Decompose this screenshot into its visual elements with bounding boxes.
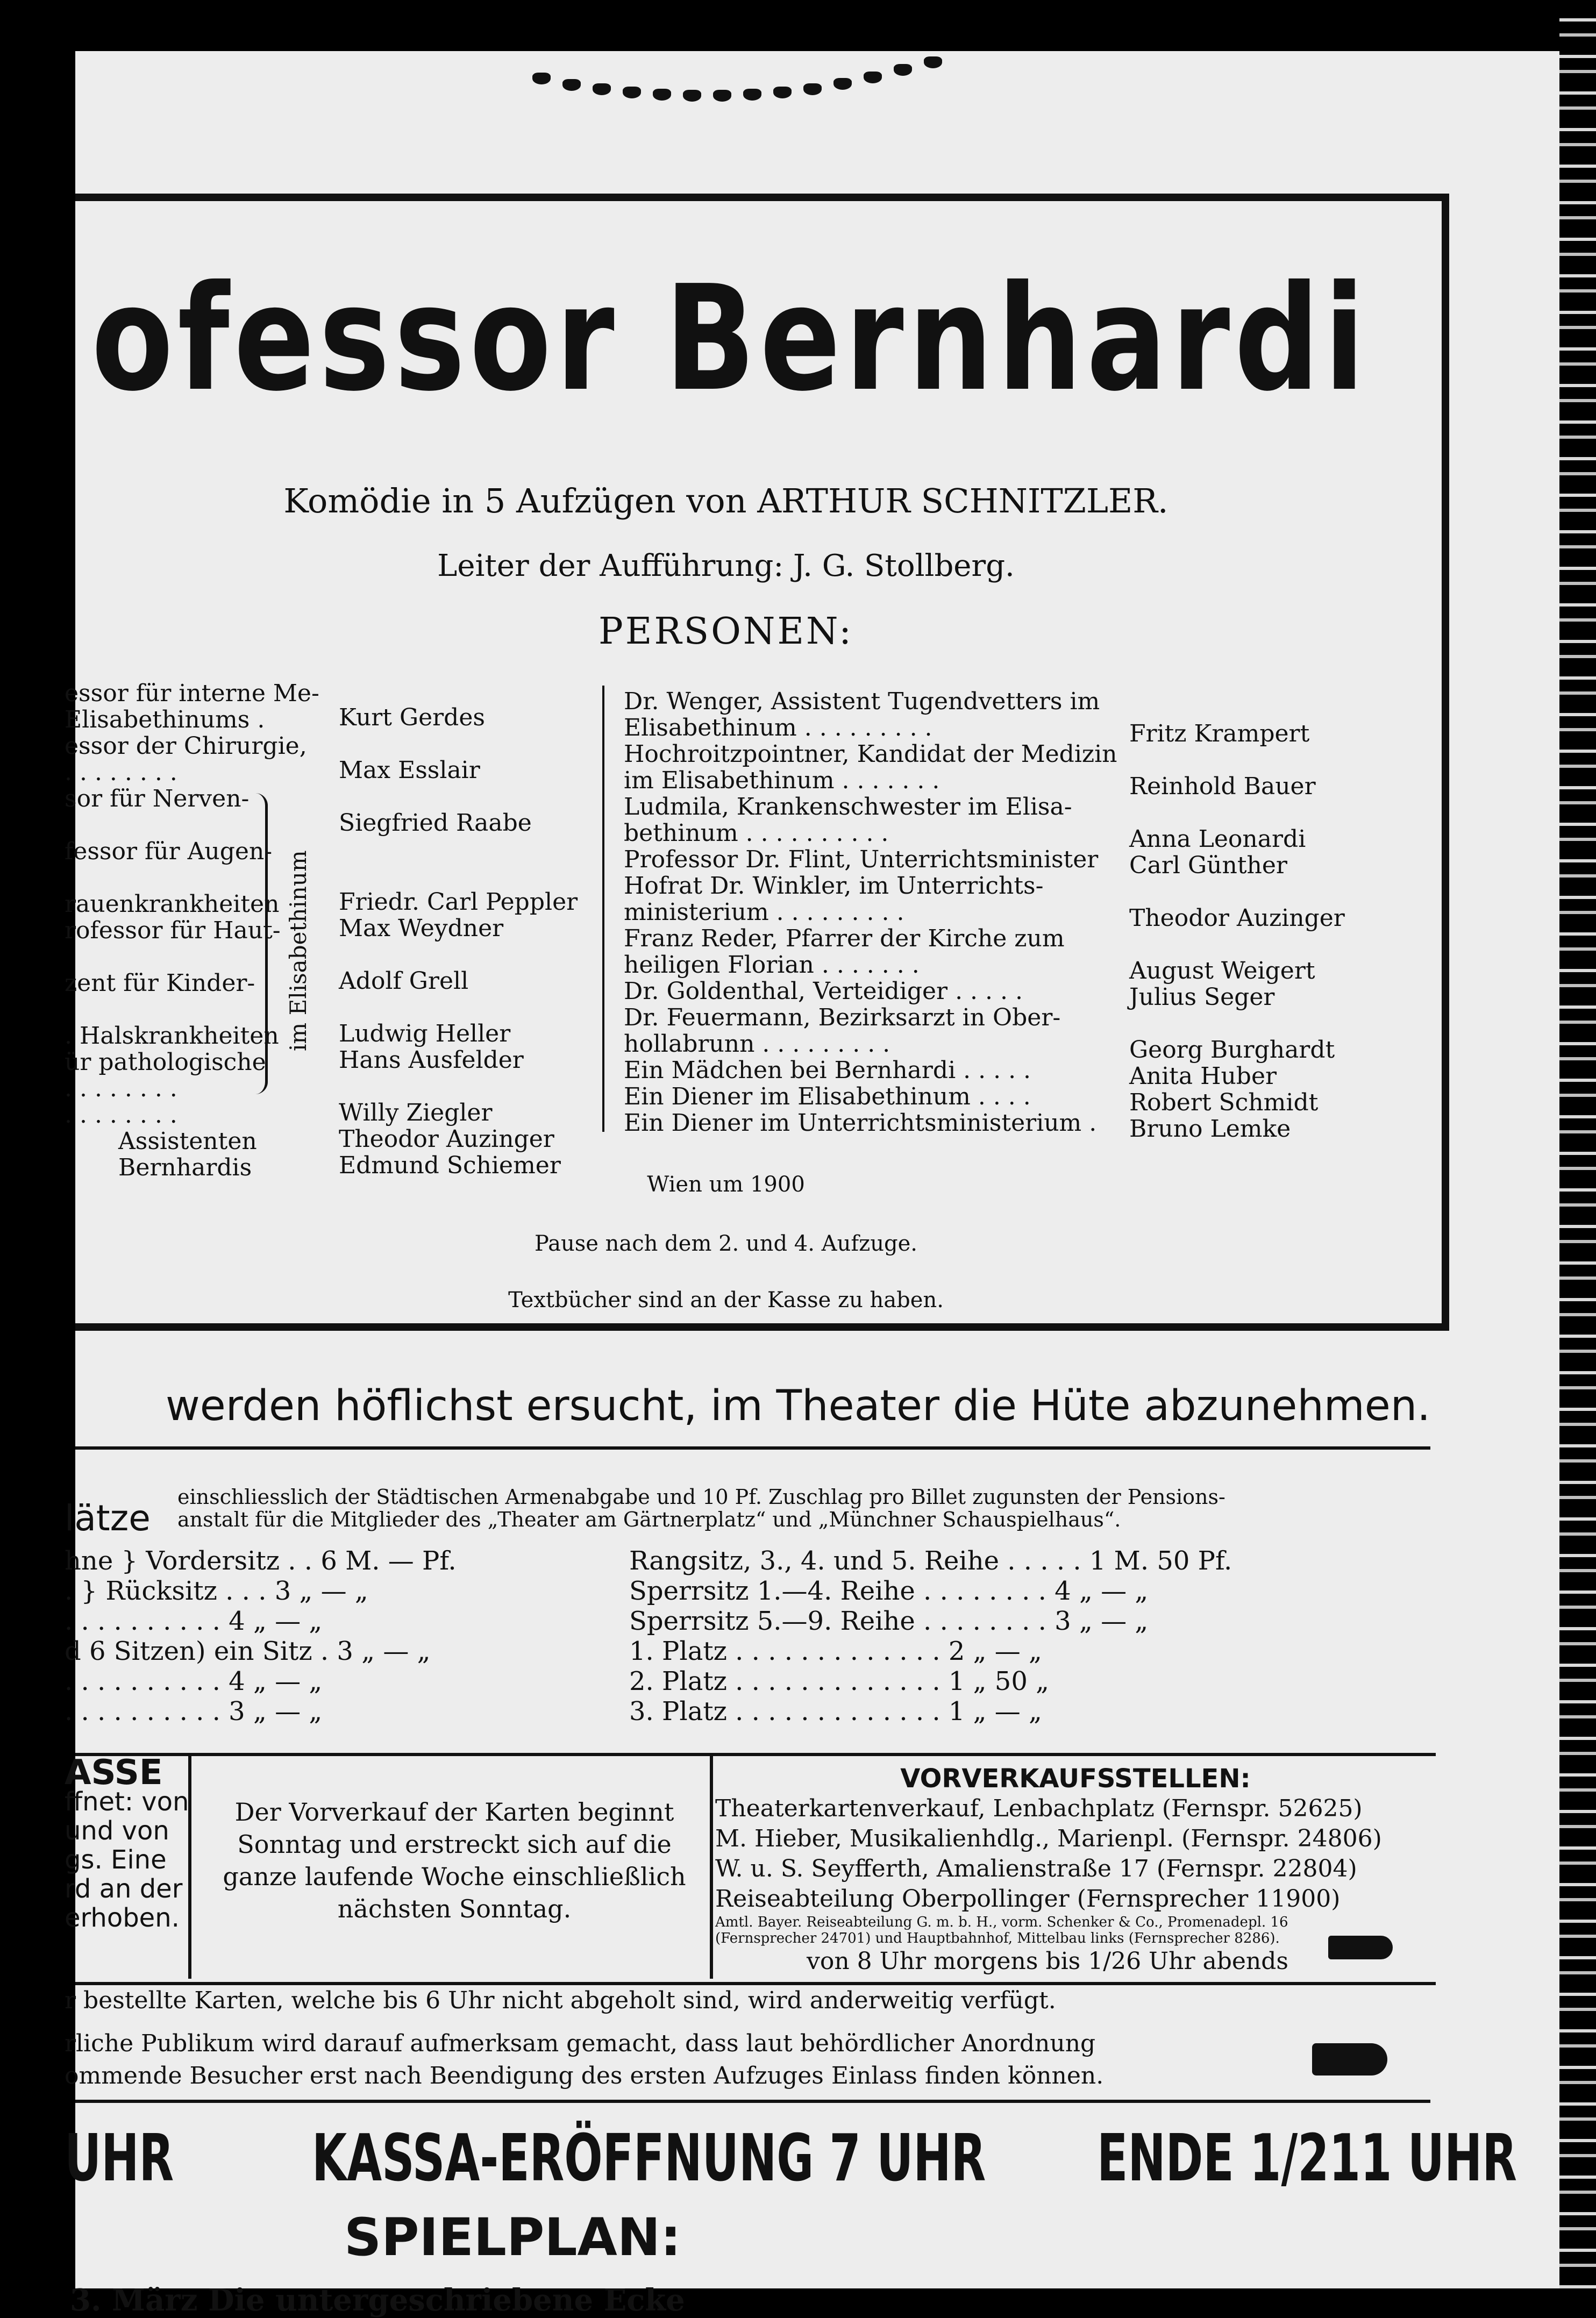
rotated-label: im Elisabethinum bbox=[285, 850, 311, 1051]
price-row: hne } Vordersitz . . 6 M. — Pf. bbox=[65, 1546, 457, 1576]
price-row: . . . . . . . . . . 4 „ — „ bbox=[65, 1606, 323, 1636]
spielplan-first-line: 3. März Die untergeschriebene Ecke bbox=[70, 2283, 685, 2318]
setting-line: Wien um 1900 bbox=[647, 1172, 805, 1197]
spielplan-heading: SPIELPLAN: bbox=[344, 2207, 681, 2267]
kassa-opening: KASSA-ERÖFFNUNG 7 UHR bbox=[312, 2121, 986, 2196]
cast-divider bbox=[602, 686, 604, 1132]
play-title: ofessor Bernhardi bbox=[91, 254, 1370, 423]
price-row: 3. Platz . . . . . . . . . . . . . 1 „ — „ bbox=[629, 1696, 1042, 1727]
price-row: 2. Platz . . . . . . . . . . . . . 1 „ 50 „ bbox=[629, 1666, 1049, 1696]
pause-line: Pause nach dem 2. und 4. Aufzuge. bbox=[535, 1231, 917, 1256]
cast-left-roles: essor für interne Me- Elisabethinums . essor der Chirurgie, . . . . . . . . sor für Nerven- fessor für Augen- rauenkrankheiten rofessor für Haut- zent für Kinder- . Halskrankheiten ür pathologische . . . . . . . . . . . . . . . . Assistenten Bernhardis bbox=[65, 680, 319, 1181]
cast-right-actors: Fritz Krampert Reinhold Bauer Anna Leonardi Carl Günther Theodor Auzinger August Weigert Julius Seger Georg Burghardt Anita Huber Robert Schmidt Bruno Lemke bbox=[1129, 720, 1345, 1143]
kasse-info: ASSE ffnet: von und von gs. Eine rd an der erhoben. bbox=[65, 1753, 189, 1933]
price-row: . } Rücksitz . . . 3 „ — „ bbox=[65, 1576, 368, 1606]
textbook-line: Textbücher sind an der Kasse zu haben. bbox=[508, 1288, 944, 1313]
left-brace bbox=[255, 793, 268, 1094]
price-row: Sperrsitz 5.—9. Reihe . . . . . . . . 3 „ — „ bbox=[629, 1606, 1149, 1636]
presale-info: Der Vorverkauf der Karten beginnt Sonntag und erstreckt sich auf die ganze laufende Woche einschließlich nächsten Sonntag. bbox=[223, 1798, 686, 1923]
end-time: ENDE 1/211 UHR bbox=[1097, 2121, 1517, 2196]
time-left: UHR bbox=[65, 2121, 174, 2196]
price-row: . . . . . . . . . . 4 „ — „ bbox=[65, 1666, 323, 1696]
playbill-page bbox=[65, 51, 1559, 2318]
box-divider bbox=[710, 1753, 713, 1979]
price-row: 1. Platz . . . . . . . . . . . . . 2 „ — „ bbox=[629, 1636, 1042, 1666]
cast-left-actors: Kurt Gerdes Max Esslair Siegfried Raabe Friedr. Carl Peppler Max Weydner Adolf Grell Ludwig Heller Hans Ausfelder Willy Ziegler Theodor Auzinger Edmund Schiemer bbox=[339, 704, 578, 1179]
pointing-hand-icon bbox=[1312, 2043, 1387, 2075]
director-line: Leiter der Aufführung: J. G. Stollberg. bbox=[437, 548, 1015, 583]
rule bbox=[75, 1446, 1430, 1450]
presale-outlets: VORVERKAUFSSTELLEN: Theaterkartenverkauf, Lenbachplatz (Fernspr. 52625) M. Hieber, Musikalienhdlg., Marienpl. (Fernspr. 24806) W. u. S. Seyfferth, Amalienstraße 17 (Fernspr. 22804) Reiseabteilung Oberpollinger (Fernsprecher 11900) Amtl. Bayer. Reiseabteilung G. m. b. H., vorm. Schenker & Co., Promenadepl. 16 (Fernsprecher 24701) und Hauptbahnhof, Mittelbau links (Fernsprecher 8286). von 8 Uhr morgens bis 1/26 Uhr abends bbox=[715, 1764, 1382, 1975]
public-notice-2: ommende Besucher erst nach Beendigung des ersten Aufzuges Einlass finden können. bbox=[65, 2062, 1104, 2089]
right-border-ornament bbox=[1559, 0, 1596, 2288]
persons-heading: PERSONEN: bbox=[598, 610, 854, 653]
price-row: Rangsitz, 3., 4. und 5. Reihe . . . . . 1 M. 50 Pf. bbox=[629, 1546, 1232, 1576]
hats-notice: werden höflichst ersucht, im Theater die Hüte abzunehmen. bbox=[165, 1382, 1430, 1430]
prices-note: einschliesslich der Städtischen Armenabgabe und 10 Pf. Zuschlag pro Billet zugunsten der Pensions- anstalt für die Mitglieder des „Theater am Gärtnerplatz“ und „Münchner Schauspielhaus“. bbox=[177, 1485, 1226, 1531]
price-row: d 6 Sitzen) ein Sitz . 3 „ — „ bbox=[65, 1636, 431, 1666]
prices-heading: lätze bbox=[65, 1497, 151, 1539]
public-notice-1: rliche Publikum wird darauf aufmerksam gemacht, dass laut behördlicher Anordnung bbox=[65, 2030, 1096, 2057]
cast-right-roles: Dr. Wenger, Assistent Tugendvetters im Elisabethinum . . . . . . . . . Hochroitzpointner, Kandidat der Medizin im Elisabethinum . . . . . . . Ludmila, Krankenschwester im Elisa- bethinum . . . . . . . . . . Professor Dr. Flint, Unterrichtsminister Hofrat Dr. Winkler, im Unterrichts- ministerium . . . . . . . . . Franz Reder, Pfarrer der Kirche zum heiligen Florian . . . . . . . Dr. Goldenthal, Verteidiger . . . . . Dr. Feuermann, Bezirksarzt in Ober- hollabrunn . . . . . . . . . Ein Mädchen bei Bernhardi . . . . . Ein Diener im Elisabethinum . . . . Ein Diener im Unterrichtsministerium . bbox=[624, 688, 1117, 1137]
reserved-notice: r bestellte Karten, welche bis 6 Uhr nicht abgeholt sind, wird anderweitig verfügt. bbox=[65, 1987, 1056, 2014]
price-row: . . . . . . . . . . 3 „ — „ bbox=[65, 1696, 323, 1727]
rule bbox=[75, 2100, 1430, 2103]
pointing-hand-icon bbox=[1328, 1936, 1393, 1959]
play-subtitle: Komödie in 5 Aufzügen von ARTHUR SCHNITZLER. bbox=[283, 481, 1168, 520]
garland-ornament bbox=[452, 51, 1016, 110]
price-row: Sperrsitz 1.—4. Reihe . . . . . . . . 4 „ — „ bbox=[629, 1576, 1149, 1606]
